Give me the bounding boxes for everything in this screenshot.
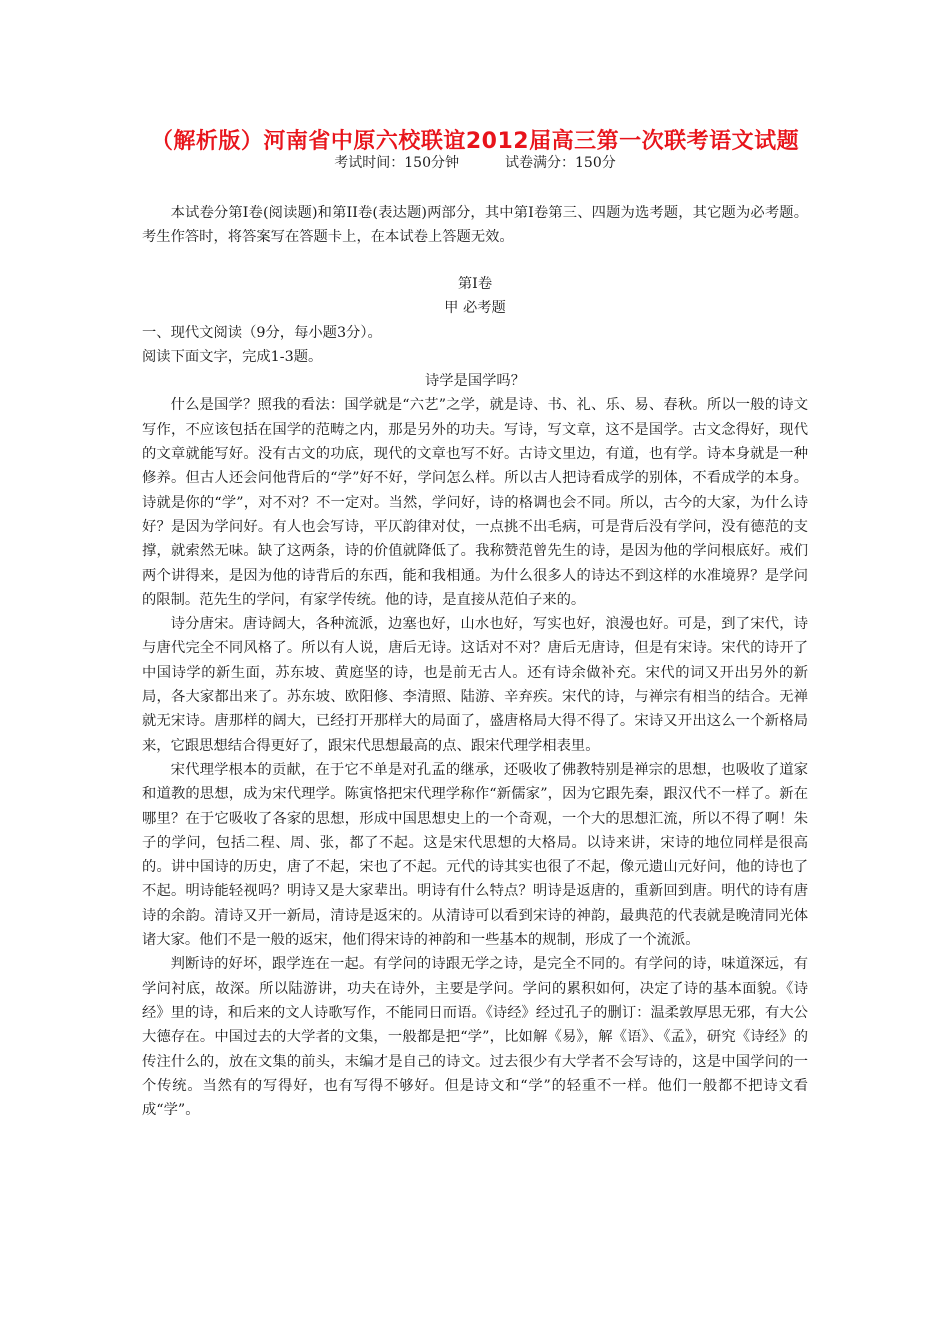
required-title: 甲 必考题	[444, 300, 506, 317]
article-paragraph: 诗分唐宋。唐诗阔大，各种流派，边塞也好，山水也好，写实也好，浪漫也好。可是，到了宋代，诗与唐代完全不同风格了。所以有人说，唐后无诗。这话对不对？唐后无唐诗，但是有宋诗。宋代的诗开了中国诗学的新生面，苏东坡、黄庭坚的诗，也是前无古人。还有诗余做补充。宋代的词又开出另外的新局，各大家都出来了。苏东坡、欧阳修、李清照、陆游、辛弃疾。宋代的诗，与禅宗有相当的结合。无禅就无宋诗。唐那样的阔大，已经打开那样大的局面了，盛唐格局大得不得了。宋诗又开出这么一个新格局来，它跟思想结合得更好了，跟宋代思想最高的点、跟宋代理学相表里。	[142, 616, 808, 754]
intro-paragraph: 本试卷分第Ⅰ卷(阅读题)和第II卷(表达题)两部分，其中第Ⅰ卷第三、四题为选考题，其它题为必考题。考生作答时，将答案写在答题卡上，在本试卷上答题无效。	[142, 205, 808, 246]
document-title: （解析版）河南省中原六校联谊2012届高三第一次联考语文试题	[150, 129, 800, 154]
intro-block	[142, 201, 808, 250]
exam-score: 试卷满分：150分	[505, 155, 616, 171]
reading-instruction: 阅读下面文字，完成1-3题。	[142, 348, 323, 365]
exam-time: 考试时间：150分钟	[334, 155, 459, 171]
section-heading: 一、现代文阅读（9分，每小题3分）。	[142, 324, 382, 341]
exam-info	[0, 152, 950, 172]
article-paragraph: 什么是国学？照我的看法：国学就是“六艺”之学，就是诗、书、礼、乐、易、春秋。所以一般的诗文写作，不应该包括在国学的范畴之内，那是另外的功夫。写诗，写文章，这不是国学。古文念得好，现代的文章就能写好。没有古文的功底，现代的文章也写不好。古诗文里边，有道，也有学。诗本身就是一种修养。但古人还会问他背后的“学”好不好，学问怎么样。所以古人把诗看成学的别体，不看成学的本身。诗就是你的“学”，对不对？不一定对。当然，学问好，诗的格调也会不同。所以，古今的大家，为什么诗好？是因为学问好。有人也会写诗，平仄韵律对仗，一点挑不出毛病，可是背后没有学问，没有德范的支撑，就索然无味。缺了这两条，诗的价值就降低了。我称赞范曾先生的诗，是因为他的学问根底好。戒们两个讲得来，是因为他的诗背后的东西，能和我相通。为什么很多人的诗达不到这样的水准境界？是学问的限制。范先生的学问，有家学传统。他的诗，是直接从范伯子来的。	[142, 397, 808, 608]
volume-title: 第Ⅰ卷	[457, 276, 493, 292]
content-block	[142, 272, 808, 1122]
article-paragraph: 判断诗的好坏，跟学连在一起。有学问的诗跟无学之诗，是完全不同的。有学问的诗，味道深远，有学问衬底，故深。所以陆游讲，功夫在诗外，主要是学问。学问的累积如何，决定了诗的基本面貌。《诗经》里的诗，和后来的文人诗歌写作，不能同日而语。《诗经》经过孔子的删订：温柔敦厚思无邪，有大公大德存在。中国过去的大学者的文集，一般都是把“学”，比如解《易》，解《语》、《孟》，研究《诗经》的传注什么的，放在文集的前头，末编才是自己的诗文。过去很少有大学者不会写诗的，这是中国学问的一个传统。当然有的写得好，也有写得不够好。但是诗文和“学”的轻重不一样。他们一般都不把诗文看成“学”。	[142, 956, 808, 1119]
article-title: 诗学是国学吗？	[424, 373, 526, 390]
article-paragraph: 宋代理学根本的贡献，在于它不单是对孔孟的继承，还吸收了佛教特别是禅宗的思想，也吸收了道家和道教的思想，成为宋代理学。陈寅恪把宋代理学称作“新儒家”，因为它跟先秦，跟汉代不一样了。新在哪里？在于它吸收了各家的思想，形成中国思想史上的一个奇观，一个大的思想汇流，所以不得了啊！朱子的学问，包括二程、周、张，都了不起。这是宋代思想的大格局。以诗来讲，宋诗的地位同样是很高的。讲中国诗的历史，唐了不起，宋也了不起。元代的诗其实也很了不起，像元遗山元好问，他的诗也了不起。明诗能轻视吗？明诗又是大家辈出。明诗有什么特点？明诗是返唐的，重新回到唐。明代的诗有唐诗的余韵。清诗又开一新局，清诗是返宋的。从清诗可以看到宋诗的神韵，最典范的代表就是晚清同光体诸大家。他们不是一般的返宋，他们得宋诗的神韵和一些基本的规制，形成了一个流派。	[142, 761, 808, 949]
